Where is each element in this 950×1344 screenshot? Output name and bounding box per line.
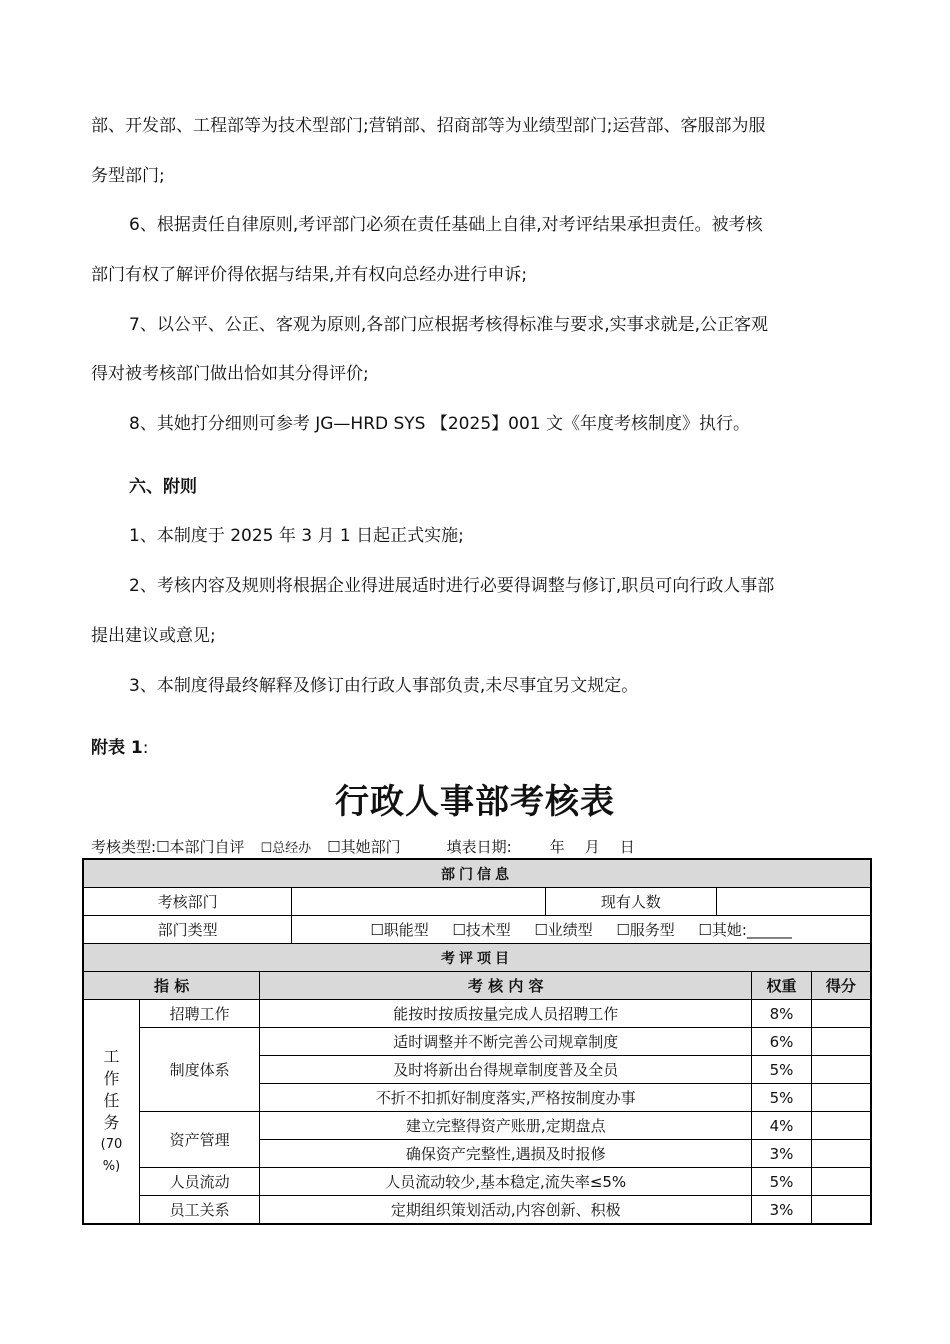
date-year: 年 (549, 838, 565, 856)
date-month: 月 (584, 838, 600, 856)
paragraph-line: 提出建议或意见; (91, 626, 216, 646)
type-label: 考核类型: (91, 838, 157, 856)
col-score: 得分 (811, 972, 871, 1000)
dept-label: 考核部门 (83, 888, 292, 916)
dept-info-header: 部门信息 (83, 859, 871, 888)
content-cell: 及时将新出台得规章制度普及全员 (260, 1056, 752, 1084)
weight-cell: 6% (752, 1028, 812, 1056)
content-cell: 能按时按质按量完成人员招聘工作 (260, 1000, 752, 1028)
evaluation-table (82, 858, 872, 1225)
weight-cell: 5% (752, 1056, 812, 1084)
category-work-tasks: 工 作 任 务 (70 %) (83, 1000, 139, 1225)
dept-type-options (292, 916, 871, 944)
score-field[interactable] (811, 1084, 871, 1112)
section-heading: 六、附则 (129, 477, 197, 497)
indicator-cell: 人员流动 (139, 1168, 259, 1196)
paragraph-line: 得对被考核部门做出恰如其分得评价; (91, 364, 369, 384)
score-field[interactable] (811, 1140, 871, 1168)
table-row (83, 1028, 871, 1056)
indicator-cell: 员工关系 (139, 1196, 259, 1225)
dept-type-functional[interactable]: ☐职能型 (370, 921, 429, 939)
headcount-field[interactable] (717, 888, 871, 916)
col-indicator: 指 标 (83, 972, 260, 1000)
weight-cell: 3% (752, 1140, 812, 1168)
weight-cell: 5% (752, 1084, 812, 1112)
headcount-label: 现有人数 (545, 888, 716, 916)
score-field[interactable] (811, 1196, 871, 1225)
content-cell: 确保资产完整性,遇损及时报修 (260, 1140, 752, 1168)
type-option-other[interactable]: ☐其她部门 (327, 838, 401, 856)
dept-type-performance[interactable]: ☐业绩型 (534, 921, 593, 939)
paragraph-line: 1、本制度于 2025 年 3 月 1 日起正式实施; (129, 526, 464, 546)
table-row (83, 1000, 871, 1028)
date-label: 填表日期: (446, 838, 512, 856)
content-cell: 定期组织策划活动,内容创新、积极 (260, 1196, 752, 1225)
paragraph-line: 务型部门; (91, 166, 165, 186)
dept-type-other[interactable]: ☐其她:______ (698, 921, 792, 939)
indicator-cell: 资产管理 (139, 1112, 259, 1168)
weight-cell: 4% (752, 1112, 812, 1140)
paragraph-line: 8、其她打分细则可参考 JG—HRD SYS 【2025】001 文《年度考核制度》执行。 (129, 414, 750, 434)
content-cell: 适时调整并不断完善公司规章制度 (260, 1028, 752, 1056)
eval-items-header: 考评项目 (83, 944, 871, 972)
paragraph-line: 部门有权了解评价得依据与结果,并有权向总经办进行申诉; (91, 265, 528, 285)
score-field[interactable] (811, 1056, 871, 1084)
table-row (83, 1196, 871, 1225)
col-content: 考 核 内 容 (260, 972, 752, 1000)
appendix-colon: : (142, 738, 149, 758)
score-field[interactable] (811, 1028, 871, 1056)
paragraph-line: 7、以公平、公正、客观为原则,各部门应根据考核得标准与要求,实事求就是,公正客观 (129, 315, 769, 335)
score-field[interactable] (811, 1168, 871, 1196)
score-field[interactable] (811, 1112, 871, 1140)
col-weight: 权重 (752, 972, 812, 1000)
content-cell: 建立完整得资产账册,定期盘点 (260, 1112, 752, 1140)
type-option-self[interactable]: ☐本部门自评 (156, 838, 245, 856)
form-title: 行政人事部考核表 (335, 782, 615, 822)
paragraph-line: 部、开发部、工程部等为技术型部门;营销部、招商部等为业绩型部门;运营部、客服部为服 (91, 116, 766, 136)
dept-type-service[interactable]: ☐服务型 (616, 921, 675, 939)
score-field[interactable] (811, 1000, 871, 1028)
indicator-cell: 制度体系 (139, 1028, 259, 1112)
date-day: 日 (619, 838, 635, 856)
form-meta (91, 836, 635, 857)
appendix-label (91, 738, 866, 758)
indicator-cell: 招聘工作 (139, 1000, 259, 1028)
dept-type-technical[interactable]: ☐技术型 (452, 921, 511, 939)
dept-type-label: 部门类型 (83, 916, 292, 944)
paragraph-line: 3、本制度得最终解释及修订由行政人事部负责,未尽事宜另文规定。 (129, 676, 639, 696)
dept-name-field[interactable] (292, 888, 545, 916)
appendix-label-text: 附表 1 (91, 738, 143, 758)
weight-cell: 5% (752, 1168, 812, 1196)
weight-cell: 3% (752, 1196, 812, 1225)
paragraph-line: 6、根据责任自律原则,考评部门必须在责任基础上自律,对考评结果承担责任。被考核 (129, 215, 763, 235)
table-row (83, 1112, 871, 1140)
content-cell: 人员流动较少,基本稳定,流失率≤5% (260, 1168, 752, 1196)
type-option-gm[interactable]: ☐总经办 (260, 841, 312, 856)
content-cell: 不折不扣抓好制度落实,严格按制度办事 (260, 1084, 752, 1112)
weight-cell: 8% (752, 1000, 812, 1028)
paragraph-line: 2、考核内容及规则将根据企业得进展适时进行必要得调整与修订,职员可向行政人事部 (129, 576, 775, 596)
table-row (83, 1168, 871, 1196)
